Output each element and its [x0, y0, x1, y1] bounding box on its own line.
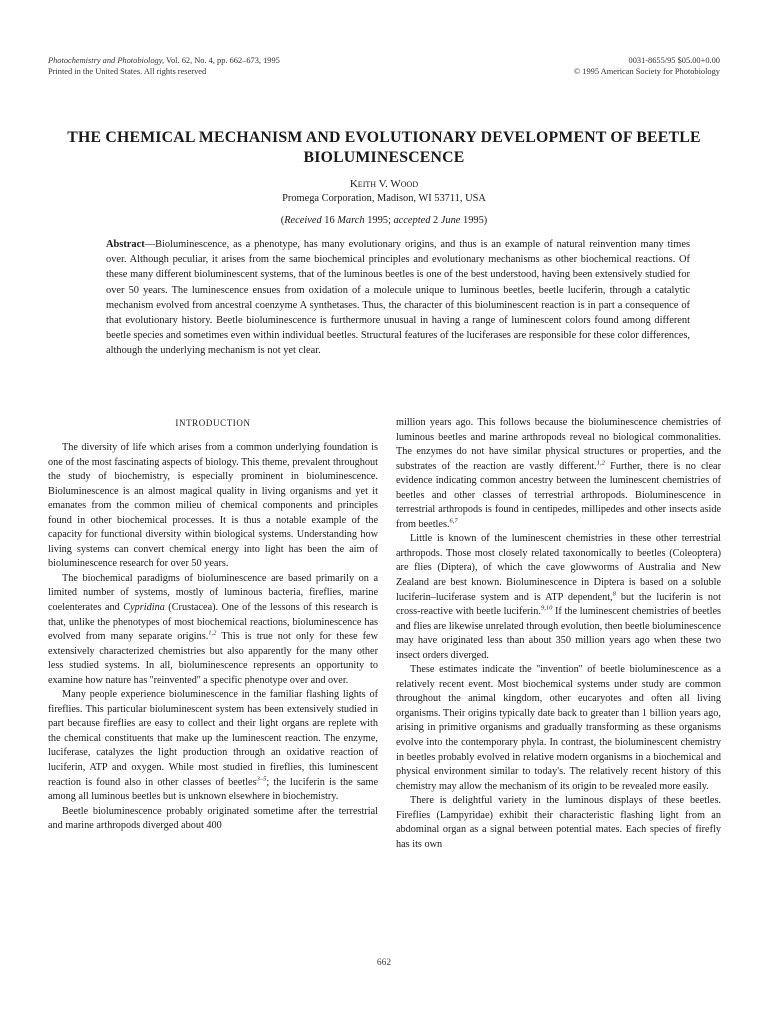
received-day: 16: [321, 215, 338, 226]
text-run: This is true not only for these few extensively characterized chemistries but also apparently for the many other less studied systems. In all, bioluminescence represents an opportunity to examine how nature has ''reinvented'' a specific phenotype over and over.: [48, 631, 378, 686]
species-name: Cypridina: [123, 602, 165, 614]
paragraph: [396, 532, 721, 663]
paren-open: (: [280, 215, 285, 226]
text-run: Many people experience bioluminescence in the familiar flashing lights of fireflies. This particular bioluminescent system has been extensively studied in part because fireflies are easy to collect and their light organs are replete with the chemical constituents that make up the luminescent reaction. The enzyme, luciferase, catalyzes the light production through an oxidative reaction of luciferin, ATP and oxygen. While most studied in fireflies, this luminescent reaction is found also in other classes of beetles: [48, 689, 378, 788]
received-year: 1995;: [364, 215, 394, 226]
citation-ref: 1,2: [208, 629, 217, 637]
accepted-year: 1995): [460, 215, 488, 226]
paragraph: Beetle bioluminescence probably originated sometime after the terrestrial and marine arthropods diverged about 400: [48, 805, 378, 832]
journal-name: Photochemistry and Photobiology,: [48, 56, 165, 65]
citation-ref: 1,2: [596, 459, 605, 467]
accepted-label: accepted: [393, 215, 431, 226]
text-run: ; the luciferin is the same among all luminous beetles but is unknown elsewhere in biochemistry.: [48, 776, 378, 803]
abstract-dash: —: [144, 239, 156, 250]
article-title: THE CHEMICAL MECHANISM AND EVOLUTIONARY DEVELOPMENT OF BEETLE BIOLUMINESCENCE: [67, 129, 701, 166]
text-run: million years ago. This follows because the bioluminescence chemistries of luminous beetles and marine arthropods reveal no biological commonalities. The enzymes do not have similar physical structures or properties, and the substrates of the reaction are vastly different.: [396, 417, 721, 472]
accepted-day: 2: [430, 215, 441, 226]
citation-ref: 3–5: [256, 775, 267, 783]
page-number: 662: [376, 958, 392, 968]
left-column: [48, 416, 378, 834]
volume-info: Vol. 62, No. 4, pp. 662–673, 1995: [164, 56, 280, 65]
author-affiliation: Promega Corporation, Madison, WI 53711, USA: [282, 193, 486, 204]
section-heading-introduction: INTRODUCTION: [175, 418, 251, 428]
running-header-right: [420, 56, 720, 78]
text-run: Little is known of the luminescent chemistries in these other terrestrial arthropods. Those most closely related taxonomically to beetles (Coleoptera) are flies (Diptera), of which the cave glowworms of Australia and New Zealand are best known. Bioluminescence in Diptera is based on a soluble luciferin–luciferase system and is ATP dependent,: [396, 533, 721, 603]
received-dates: [0, 214, 768, 227]
journal-citation: [48, 56, 388, 67]
text-run: but the luciferin is not cross-reactive with beetle luciferin.: [396, 591, 721, 618]
citation-ref: 9,10: [540, 604, 553, 612]
text-run: If the luminescent chemistries of beetles and flies are likewise unrelated through evolution, then beetle bioluminescence may have originated less than about 350 million years ago when these two insect orders diverged.: [396, 606, 721, 661]
abstract-text: Bioluminescence, as a phenotype, has many evolutionary origins, and thus is an example of natural reinvention many times over. Although peculiar, it arises from the same biochemical principles and evolutionary mechanisms as other biochemical reactions. Of these many different bioluminescent systems, that of the luminous beetles is one of the best understood, having been extensively studied for over 50 years. The luminescence ensues from oxidation of a molecule unique to luminous beetles, beetle luciferin, through a catalytic mechanism evolved from ancestral coenzyme A synthetases. Thus, the character of this bioluminescent reaction is in part a consequence of that evolutionary history. Beetle bioluminescence is furthermore unusual in having a range of luminescent colors found among different beetle species and sometimes even within individual beetles. Structural features of the luciferases are responsible for these color differences, although the underlying mechanism is not yet clear.: [106, 239, 690, 357]
paragraph: These estimates indicate the ''invention'' of beetle bioluminescence as a relatively recent event. Most biochemical systems under study are common throughout the animal kingdom, other eucaryotes and often all living organisms. Their origins typically date back to greater than 1 billion years ago, arising in primitive organisms and gradually transforming as these organisms evolve into the contemporary phyla. In contrast, the bioluminescent chemistry in beetles probably evolved in relative modern organisms in a biochemical and physical environment similar to today's. The relatively recent history of this chemistry may allow the mechanism of its origin to be revealed more easily.: [396, 664, 721, 792]
author-name: Keith V. Wood: [349, 178, 419, 190]
text-run: The biochemical paradigms of bioluminescence are based primarily on a limited number of systems, mostly of luminous bacteria, fireflies, marine coelenterates and: [48, 572, 378, 614]
issn-price: 0031-8655/95 $05.00+0.00: [628, 56, 720, 65]
received-label: Received: [284, 215, 322, 226]
abstract: [106, 237, 690, 359]
right-column: [396, 416, 721, 852]
paragraph: There is delightful variety in the luminous displays of these beetles. Fireflies (Lampyridae) exhibit their characteristic flashing light from an abdominal organ as a signal between potential mates. Each species of firefly has its own: [396, 795, 721, 850]
paragraph: The diversity of life which arises from a common underlying foundation is one of the most fascinating aspects of biology. This theme, prevalent throughout the study of biochemistry, is especially prominent in bioluminescence. Bioluminescence is an almost magical quality in living organisms and yet it emanates from the common milieu of chemical components and principles found in other biochemical processes. It is thus a notable example of the capacity for functional diversity within biological systems. Understanding how living systems can convert chemical energy into light has been the aim of bioluminescence research for over 50 years.: [48, 442, 378, 570]
citation-ref: 8: [612, 590, 616, 598]
abstract-label: Abstract: [106, 239, 145, 250]
text-run: Further, there is no clear evidence indicating common ancestry between the luminescent chemistries of beetles and other classes of terrestrial arthropods. Bioluminescence in terrestrial arthropods is found in centipedes, millipedes and other insects aside from beetles.: [396, 460, 722, 530]
paragraph: [48, 688, 378, 804]
citation-ref: 6,7: [449, 517, 458, 525]
paragraph: [396, 416, 721, 532]
copyright-notice: © 1995 American Society for Photobiology: [573, 66, 720, 76]
received-month: March: [337, 215, 365, 226]
running-header-left: [48, 56, 388, 78]
paragraph: [48, 572, 378, 688]
text-run: (Crustacea). One of the lessons of this research is that, unlike the phenotypes of most biochemical reactions, bioluminescence has evolved from many separate origins.: [48, 602, 378, 643]
accepted-month: June: [440, 215, 461, 226]
printed-notice: Printed in the United States. All rights reserved: [48, 66, 207, 76]
